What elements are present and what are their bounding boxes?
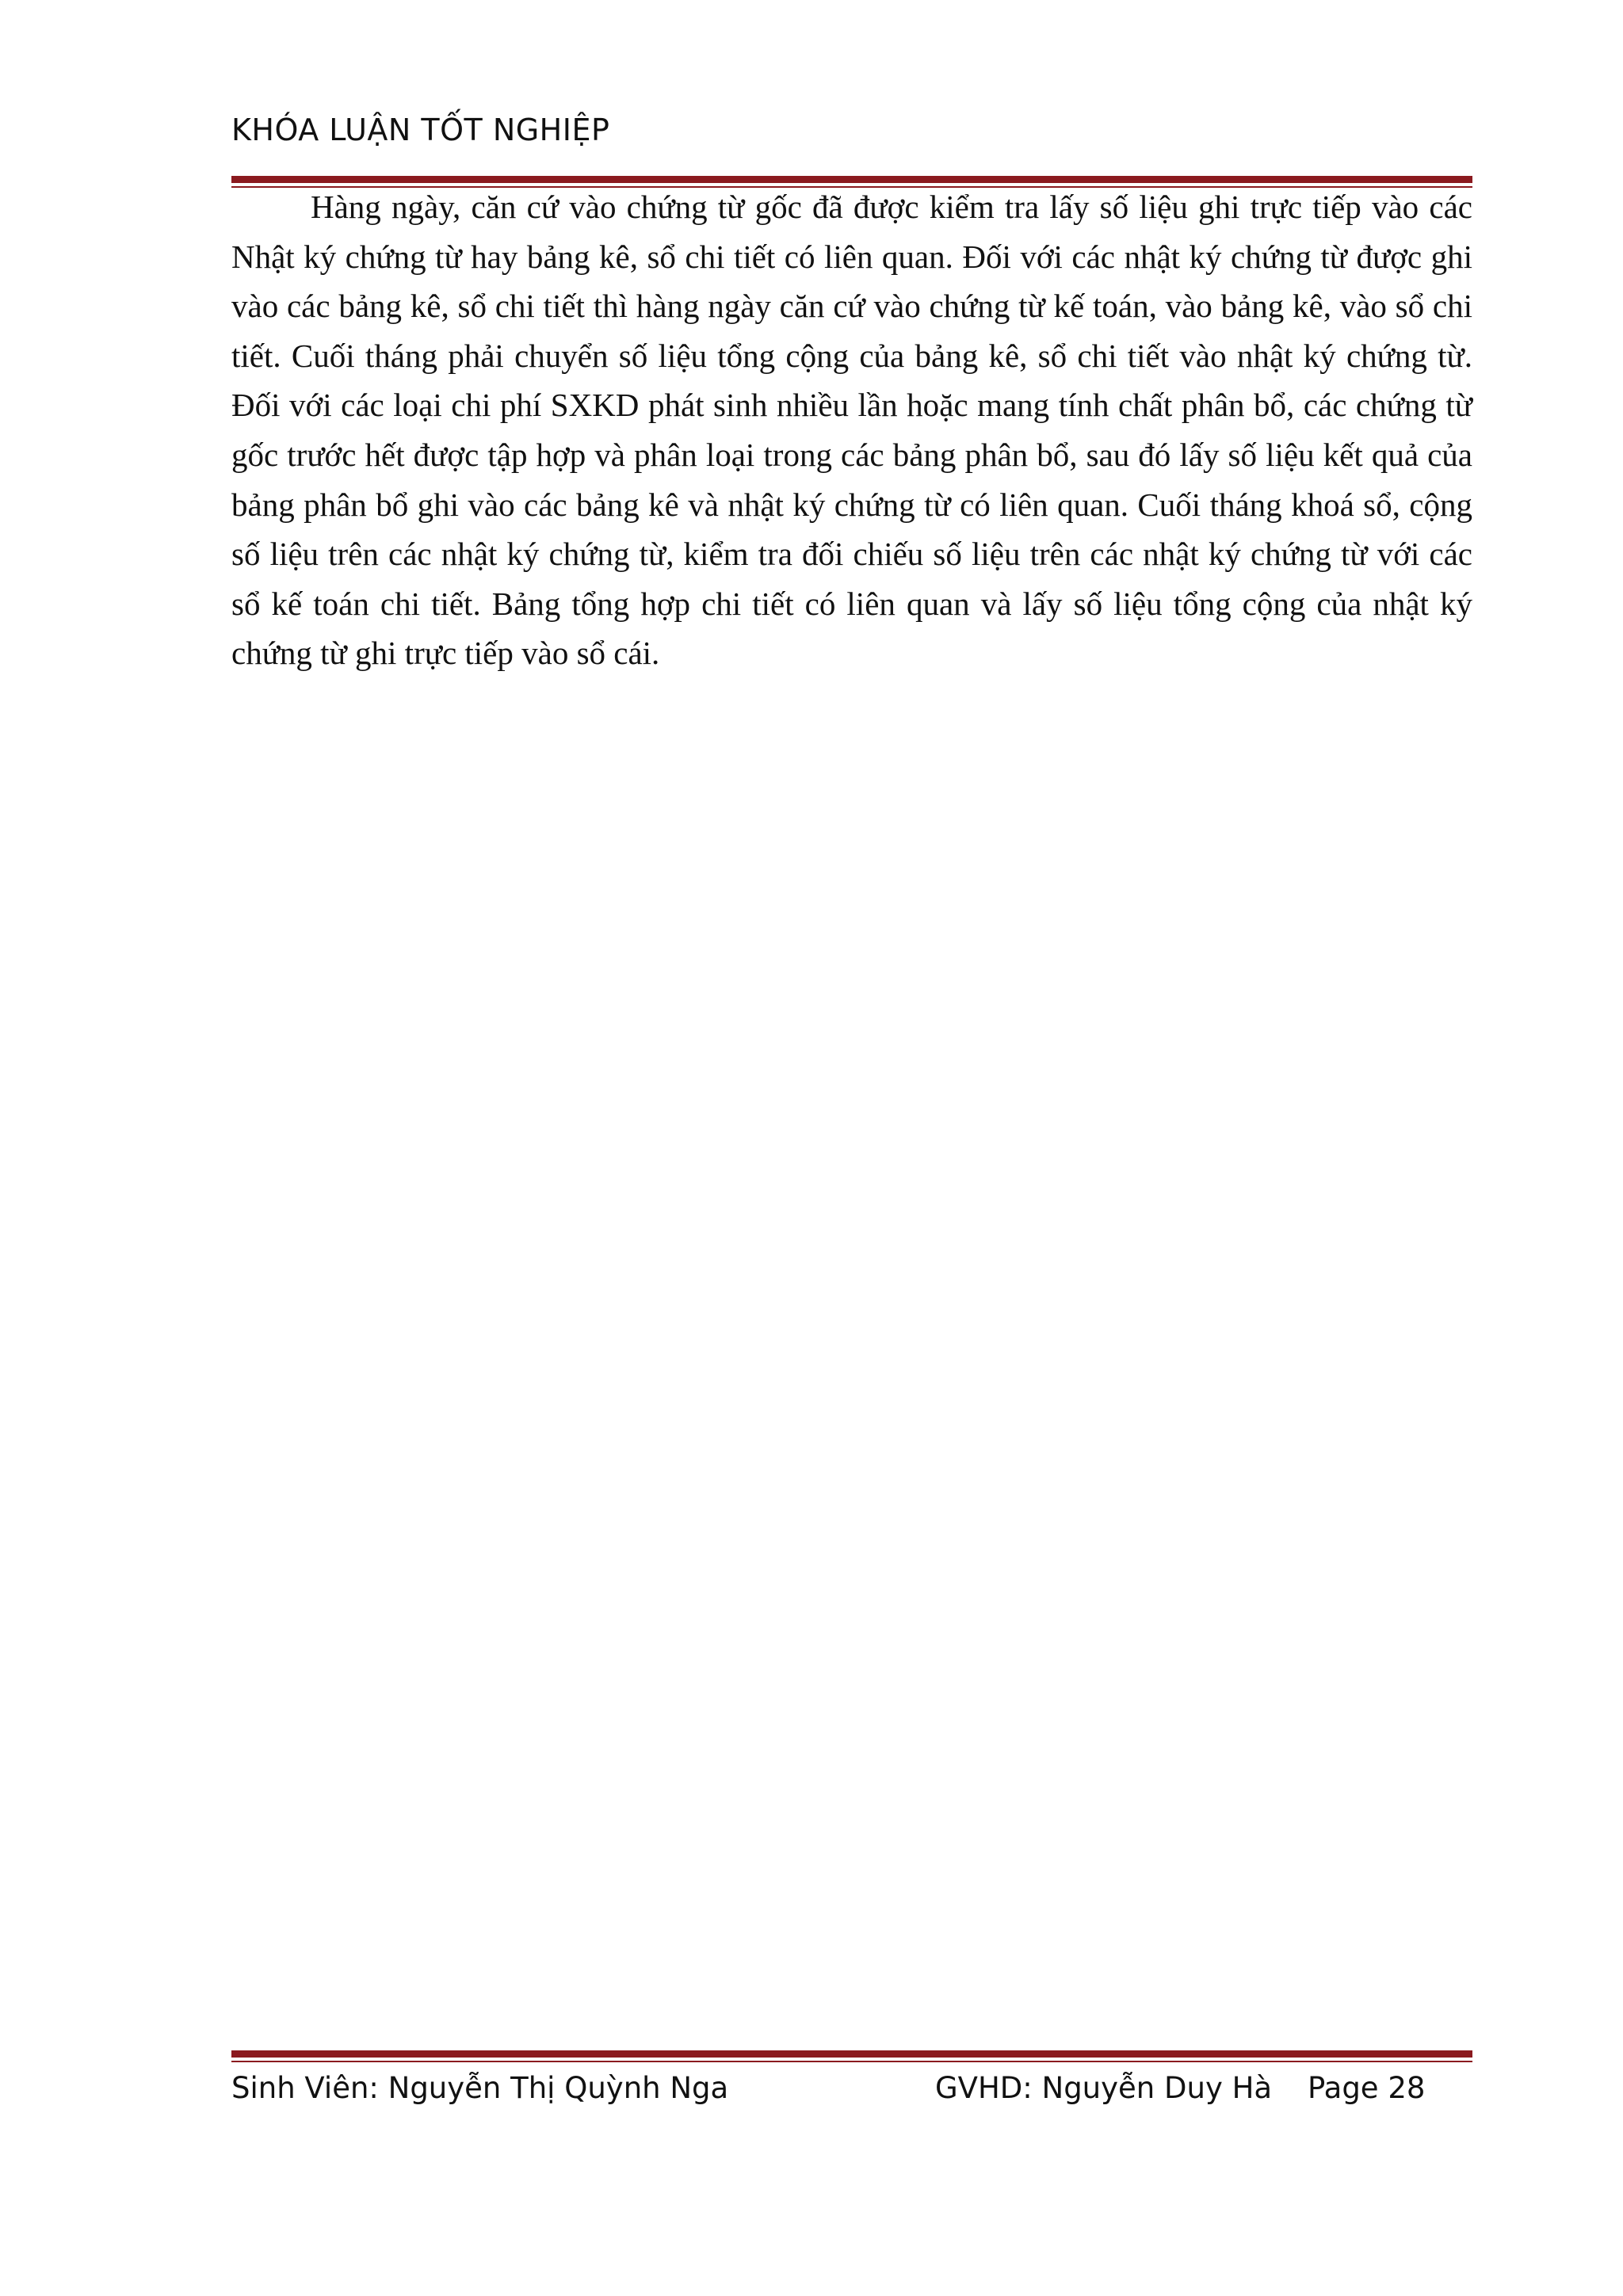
page-footer [231,2071,1472,2119]
footer-advisor: GVHD: Nguyễn Duy Hà [935,2071,1273,2105]
footer-rule [231,2050,1472,2062]
body-paragraph: Hàng ngày, căn cứ vào chứng từ gốc đã được kiểm tra lấy số liệu ghi trực tiếp vào các Nhật ký chứng từ hay bảng kê, sổ chi tiết có liên quan. Đối với các nhật ký chứng từ được ghi vào các bảng kê, sổ chi tiết thì hàng ngày căn cứ vào chứng từ kế toán, vào bảng kê, vào sổ chi tiết. Cuối tháng phải chuyển số liệu tổng cộng của bảng kê, sổ chi tiết vào nhật ký chứng từ. Đối với các loại chi phí SXKD phát sinh nhiều lần hoặc mang tính chất phân bổ, các chứng từ gốc trước hết được tập hợp và phân loại trong các bảng phân bổ, sau đó lấy số liệu kết quả của bảng phân bổ ghi vào các bảng kê và nhật ký chứng từ có liên quan. Cuối tháng khoá sổ, cộng số liệu trên các nhật ký chứng từ, kiểm tra đối chiếu số liệu trên các nhật ký chứng từ với các sổ kế toán chi tiết. Bảng tổng hợp chi tiết có liên quan và lấy số liệu tổng cộng của nhật ký chứng từ ghi trực tiếp vào sổ cái. [231,189,1472,672]
header-title: KHÓA LUẬN TỐT NGHIỆP [231,113,610,147]
footer-page-number: Page 28 [1308,2071,1426,2105]
footer-student: Sinh Viên: Nguyễn Thị Quỳnh Nga [231,2071,729,2105]
